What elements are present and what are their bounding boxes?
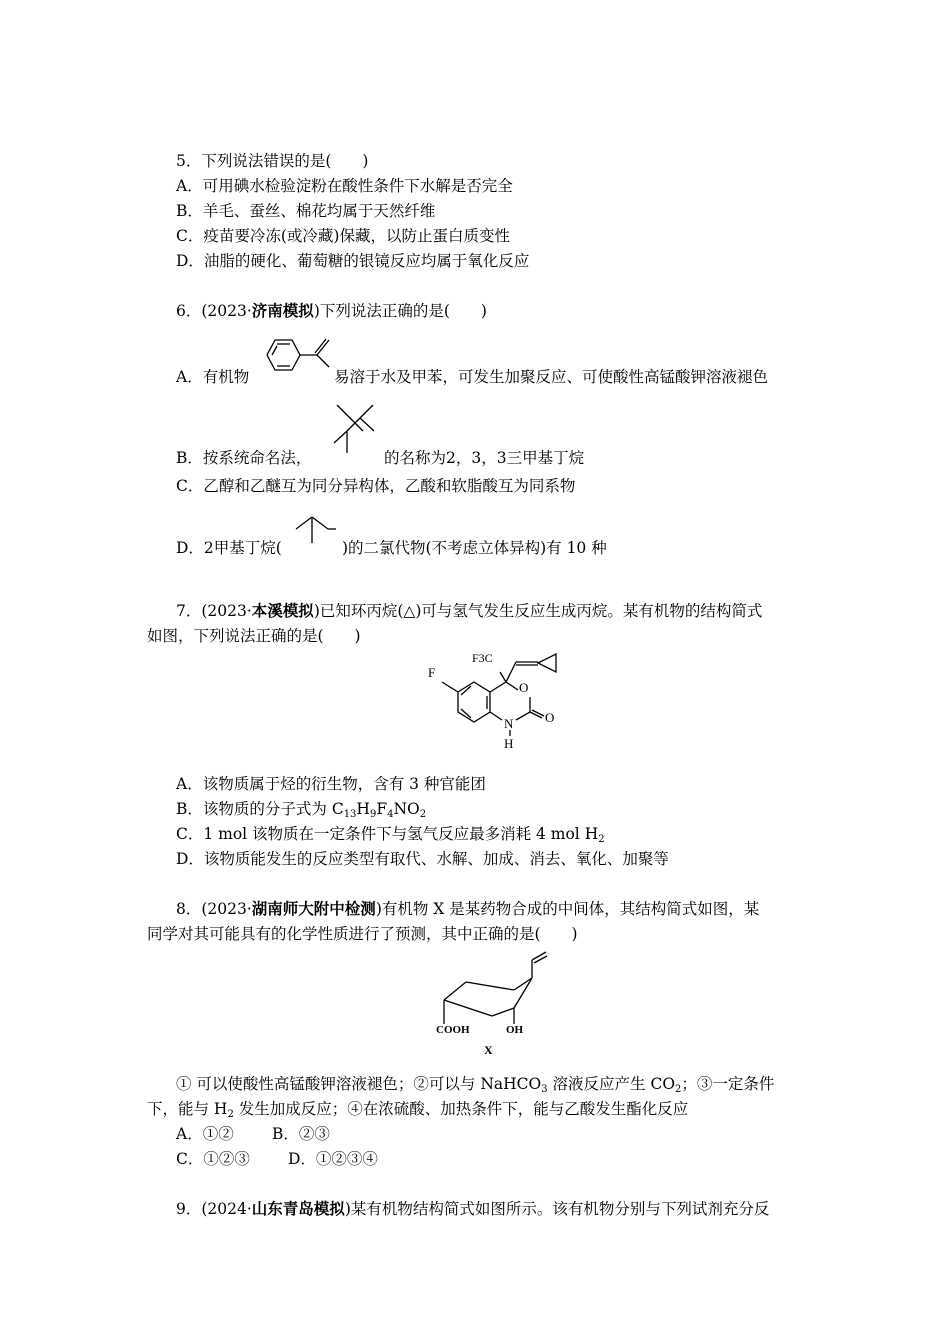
q8-premise-line2: 下，能与 $H_2$ 发生加成反应；④在浓硫酸、加热条件下，能与乙酸发生酯化反应 xyxy=(147,1100,689,1120)
q6-source: 济南模拟 xyxy=(251,301,314,320)
q6-option-a-text: 易溶于水及甲苯，可发生加聚反应、可使酸性高锰酸钾溶液褪色 xyxy=(334,368,769,386)
q7-option-a: A．该物质属于烃的衍生物，含有 3 种官能团 xyxy=(176,775,486,793)
q8-cooh-label: COOH xyxy=(436,1024,470,1036)
q6-option-d-text: )的二氯代物(不考虑立体异构)有 10 种 xyxy=(342,539,607,557)
q9-source: 山东青岛模拟 xyxy=(251,1199,345,1218)
q9-stem: 9．(2024·山东青岛模拟)某有机物结构简式如图所示。该有机物分别与下列试剂充分反 xyxy=(176,1199,770,1218)
q7-hydrogen-label: H xyxy=(504,736,514,751)
q8-option-c: C．①②③ xyxy=(176,1150,250,1168)
q8-option-a: A．①② xyxy=(176,1125,234,1143)
q7-stem-line2: 如图，下列说法正确的是( ) xyxy=(147,627,361,645)
q7-cf3-label: F3C xyxy=(472,651,493,665)
q5-option-d: D．油脂的硬化、葡萄糖的银镜反应均属于氧化反应 xyxy=(176,252,530,270)
q5-stem: 5．下列说法错误的是( ) xyxy=(176,152,369,170)
q6-option-a-prefix: A．有机物 xyxy=(176,368,250,386)
q8-oh-label: OH xyxy=(506,1024,524,1036)
q7-benzoxazinone-structure xyxy=(424,642,564,752)
q6-option-b-text: 的名称为2，3，3三甲基丁烷 xyxy=(384,449,585,467)
q8-stem: 8．(2023·湖南师大附中检测)有机物 X 是某药物合成的中间体，其结构简式如图，某 xyxy=(176,899,760,918)
q5-option-c: C．疫苗要冷冻(或冷藏)保藏，以防止蛋白质变性 xyxy=(176,227,510,245)
q7-nitrogen-label: N xyxy=(504,716,514,731)
q8-compound-x-structure xyxy=(434,948,554,1058)
q6-styrene-structure xyxy=(257,334,337,380)
q8-option-b: B．②③ xyxy=(272,1125,330,1143)
q5-option-a: A．可用碘水检验淀粉在酸性条件下水解是否完全 xyxy=(176,177,513,195)
q7-fluorine-label: F xyxy=(428,665,436,680)
q8-x-label: X xyxy=(484,1043,493,1057)
q7-ring-oxygen-label: O xyxy=(519,680,529,695)
q7-source: 本溪模拟 xyxy=(251,601,314,620)
q6-option-b-prefix: B．按系统命名法， xyxy=(176,449,312,467)
q7-stem: 7．(2023·本溪模拟)已知环丙烷(△)可与氢气发生反应生成丙烷。某有机物的结构简式 xyxy=(176,601,763,620)
q8-stem-line2: 同学对其可能具有的化学性质进行了预测，其中正确的是( ) xyxy=(147,925,578,943)
q7-option-b: B．该物质的分子式为 $C_{13}H_9F_4NO_2$ xyxy=(176,800,427,820)
q7-option-d: D．该物质能发生的反应类型有取代、水解、加成、消去、氧化、加聚等 xyxy=(176,850,669,868)
q6-alkane-structure xyxy=(330,403,380,455)
q8-source: 湖南师大附中检测 xyxy=(251,899,376,918)
q7-option-c: C．1 mol 该物质在一定条件下与氢气反应最多消耗 4 mol $H_2$ xyxy=(176,825,605,845)
q6-option-c: C．乙醇和乙醚互为同分异构体，乙酸和软脂酸互为同系物 xyxy=(176,477,576,495)
q6-methylbutane-structure xyxy=(290,511,340,547)
q6-option-d-prefix: D．2甲基丁烷( xyxy=(176,539,282,557)
q6-stem: 6．(2023·济南模拟)下列说法正确的是( ) xyxy=(176,301,487,320)
q8-premise-line1: ① 可以使酸性高锰酸钾溶液褪色；②可以与 NaHCO$_3$ 溶液反应产生 $CO_2$；③一定条件 xyxy=(176,1075,775,1095)
q7-carbonyl-oxygen-label: O xyxy=(545,710,555,725)
q8-option-d: D．①②③④ xyxy=(288,1150,378,1168)
q5-option-b: B．羊毛、蚕丝、棉花均属于天然纤维 xyxy=(176,202,436,220)
